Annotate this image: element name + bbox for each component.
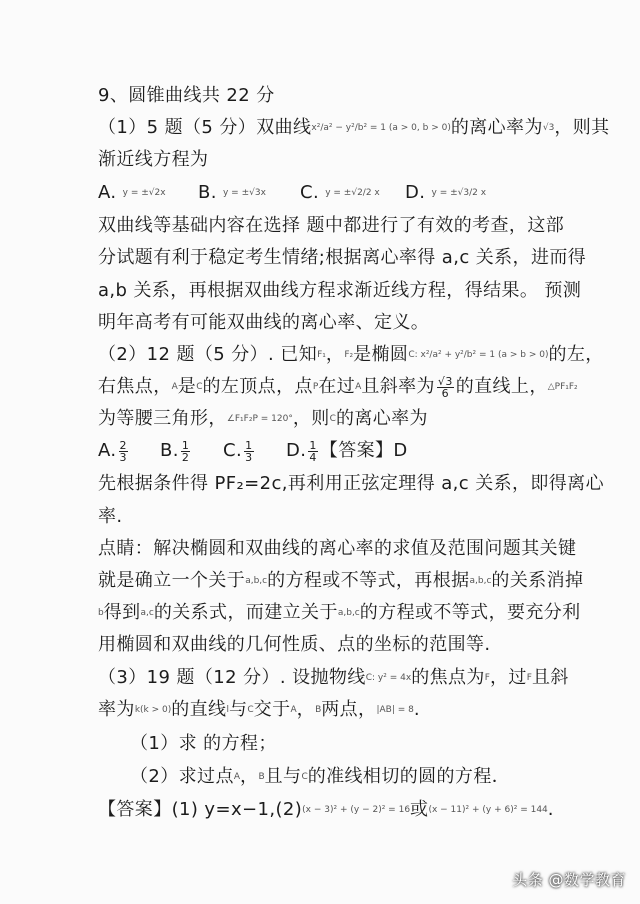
symbol-a: A <box>171 382 178 392</box>
q2-option-c <box>223 439 286 463</box>
q3-text: 两点， <box>321 699 377 720</box>
q3-answer <box>98 798 554 822</box>
symbol-p: P <box>312 382 319 392</box>
option-label: D. <box>405 182 426 203</box>
q1-analysis-line: a,b 关系，再根据双曲线方程求渐近线方程，得结果。 预测 <box>98 280 582 301</box>
ellipse-formula: C: x²/a² + y²/b² = 1 (a > b > 0) <box>408 350 549 360</box>
q2-option-d <box>286 439 320 463</box>
q1-analysis-line: 双曲线等基础内容在选择 题中都进行了有效的考查，这部 <box>98 215 565 236</box>
option-label: D. <box>286 440 307 461</box>
symbol-c: C <box>301 772 308 782</box>
q1-head: （1）5 题（5 分）双曲线 <box>98 117 312 138</box>
fraction-numerator: √3 <box>437 374 453 388</box>
q3-text: 且斜 <box>531 667 569 688</box>
q2-option-a <box>98 439 160 463</box>
q1-analysis-line: 分试题有利于稳定考生情绪;根据离心率得 a,c 关系，进而得 <box>98 247 587 268</box>
answer-label: 【答案】 <box>98 799 172 820</box>
fraction-denominator: 3 <box>245 450 253 464</box>
q1-head-c: ，则其 <box>554 117 610 138</box>
q3-sub1: （1）求 的方程； <box>130 733 277 754</box>
symbol-f2: F₂ <box>344 350 354 360</box>
q3-text: 与 <box>228 699 248 720</box>
q3-text: 率为 <box>98 699 135 720</box>
q2-head: （2）12 题（5 分）. 已知 <box>98 344 318 365</box>
answer-text: (1) y=x−1,(2) <box>171 799 303 820</box>
q2-tip-line: 点睛：解决椭圆和双曲线的离心率的求值及范围问题其关键 <box>98 538 577 559</box>
q2-text: 为等腰三角形， <box>98 408 227 429</box>
triangle-symbol: △PF₁F₂ <box>547 382 578 392</box>
tip-symbol: b <box>98 608 104 618</box>
hyperbola-formula: x²/a² − y²/b² = 1 (a > 0, b > 0) <box>311 123 451 133</box>
q3-text: 交于 <box>253 699 291 720</box>
eccentricity-value: √3 <box>542 123 555 133</box>
q2-text: ， <box>325 344 345 365</box>
fraction-numerator: 1 <box>309 438 317 452</box>
q2-tip-line <box>98 601 581 625</box>
angle-formula: ∠F₁F₂P = 120° <box>226 414 293 424</box>
parabola-formula: C: y² = 4x <box>365 673 412 683</box>
tip-text: 得到 <box>103 602 141 623</box>
q3-text: 的焦点为 <box>411 667 485 688</box>
symbol-c: C <box>329 414 336 424</box>
symbol-f: F <box>484 673 490 683</box>
option-label: C. <box>300 182 320 203</box>
option-text: y = ±√2/2 x <box>325 188 380 198</box>
q2-text: 且斜率为 <box>361 376 435 397</box>
q1-head-b: 的离心率为 <box>450 117 543 138</box>
fraction-denominator: 2 <box>181 450 190 464</box>
option-label: B. <box>198 182 217 203</box>
q3-text: 的准线相切的圆的方程． <box>307 766 511 787</box>
q2-text: 是 <box>177 376 197 397</box>
tip-symbol: a,b,c <box>337 608 360 618</box>
tip-text: 的关系式，而建立关于 <box>153 602 338 623</box>
fraction-numerator: 2 <box>119 438 127 452</box>
symbol-b: B <box>258 772 265 782</box>
symbol-l: l <box>226 705 229 715</box>
q3-text: 的直线 <box>171 699 227 720</box>
q2-text: 在过 <box>318 376 356 397</box>
q2-tip-line: 用椭圆和双曲线的几何性质、点的坐标的范围等. <box>98 634 491 655</box>
option-fraction <box>244 440 253 463</box>
option-fraction <box>308 440 317 463</box>
answer-text: . <box>547 799 554 820</box>
option-text: y = ±√3x <box>223 188 266 198</box>
circle-equation-1: (x − 3)² + (y − 2)² = 16 <box>302 805 411 815</box>
q1-line2: 渐近线方程为 <box>98 149 209 170</box>
q3-line1 <box>98 666 569 690</box>
q2-line1 <box>98 343 604 367</box>
q1-option-d <box>405 181 486 205</box>
fraction-denominator: 6 <box>441 386 450 400</box>
q3-text: ， <box>296 699 316 720</box>
q3-text: 且与 <box>264 766 302 787</box>
q1-option-b <box>198 181 300 205</box>
q3-text: . <box>413 699 420 720</box>
symbol-f: F <box>526 673 532 683</box>
q1-option-c <box>300 181 405 205</box>
q3-sub2 <box>130 765 510 789</box>
watermark: 头条 @数学教育 <box>512 871 626 889</box>
answer-label: 【答案】 <box>319 440 394 461</box>
q3-head: （3）19 题（12 分）. 设抛物线 <box>98 667 366 688</box>
q3-text: ，过 <box>489 667 527 688</box>
symbol-b: B <box>315 705 322 715</box>
answer-text: 或 <box>410 799 429 820</box>
q2-text: 的左顶点，点 <box>202 376 313 397</box>
q2-option-b <box>160 439 223 463</box>
option-label: B. <box>160 440 179 461</box>
q1-options <box>98 181 486 205</box>
slope-k: k(k > 0) <box>134 705 172 715</box>
slope-fraction <box>437 376 454 399</box>
circle-equation-2: (x − 11)² + (y + 6)² = 144 <box>428 805 548 815</box>
symbol-f1: F₁ <box>317 350 326 360</box>
option-text: y = ±√3/2 x <box>431 188 487 198</box>
q2-text: 的左， <box>548 344 604 365</box>
symbol-a: A <box>233 772 241 782</box>
q2-text: 是椭圆 <box>353 344 409 365</box>
ab-length: |AB| = 8 <box>376 705 414 715</box>
q3-line2 <box>98 698 420 722</box>
q2-analysis-line: 率. <box>98 506 123 527</box>
q2-options <box>98 439 408 463</box>
section-title: 9、圆锥曲线共 22 分 <box>98 85 275 106</box>
option-fraction <box>119 440 128 463</box>
q2-text: ，则 <box>292 408 330 429</box>
q2-text: 的直线上， <box>455 376 548 397</box>
tip-symbol: a,b,c <box>245 576 268 586</box>
fraction-numerator: 1 <box>181 438 190 452</box>
q2-text: 右焦点， <box>98 376 172 397</box>
symbol-c: C <box>247 705 254 715</box>
symbol-a: A <box>355 382 362 392</box>
fraction-denominator: 3 <box>119 450 127 464</box>
q3-text: （2）求过点 <box>130 766 234 787</box>
tip-text: 的方程或不等式，再根据 <box>267 570 470 591</box>
q2-analysis-line: 先根据条件得 PF₂=2c,再利用正弦定理得 a,c 关系，即得离心 <box>98 473 604 494</box>
option-label: C. <box>223 440 243 461</box>
option-label: A. <box>98 440 117 461</box>
q2-tip-line <box>98 569 583 593</box>
tip-text: 的关系消掉 <box>491 570 584 591</box>
tip-symbol: a,b,c <box>469 576 492 586</box>
option-text: y = ±√2x <box>122 188 166 198</box>
tip-text: 就是确立一个关于 <box>98 570 246 591</box>
symbol-a: A <box>290 705 297 715</box>
fraction-denominator: 4 <box>309 450 317 464</box>
fraction-numerator: 1 <box>245 438 253 452</box>
symbol-c: C <box>196 382 203 392</box>
answer-value: D <box>393 440 408 461</box>
q1-analysis-line: 明年高考有可能双曲线的离心率、定义。 <box>98 312 430 333</box>
q2-line2 <box>98 375 578 399</box>
q2-line3 <box>98 407 428 431</box>
q1-option-a <box>98 181 198 205</box>
tip-text: 的方程或不等式，要充分利 <box>359 602 581 623</box>
tip-symbol: a,c <box>140 608 154 618</box>
q3-text: ， <box>240 766 259 787</box>
q2-text: 的离心率为 <box>335 408 428 429</box>
q1-line1 <box>98 116 610 140</box>
option-label: A. <box>98 182 117 203</box>
option-fraction <box>181 440 190 463</box>
